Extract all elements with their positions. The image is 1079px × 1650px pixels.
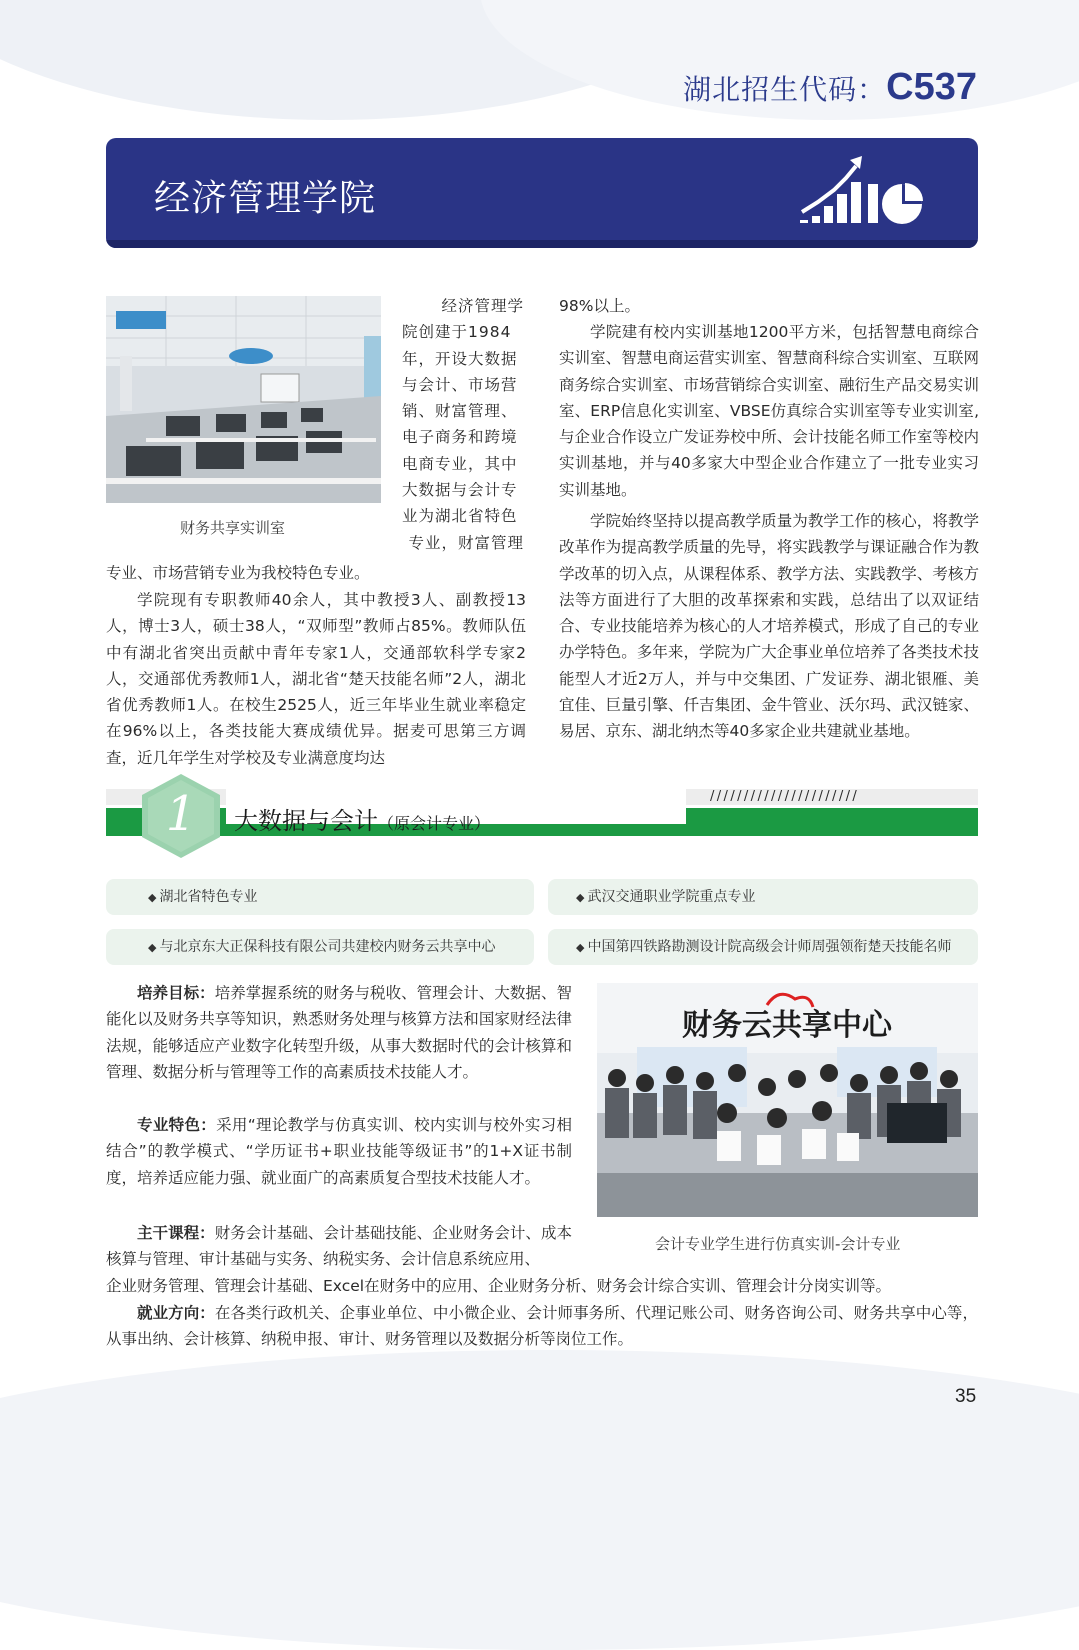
text-line: 电子商务和跨境 [402,428,518,447]
enrollment-code-value: C537 [886,66,977,108]
intro-narrow-text [402,293,524,556]
section-subtitle: （原会计专业） [378,814,491,833]
text-line: 院创建于1984 [402,323,512,342]
diamond-bullet-icon: ◆ [576,941,585,954]
feature-tag-text: 中国第四铁路勘测设计院高级会计师周强领衔楚天技能名师 [587,939,952,955]
training-goal [106,980,572,1085]
feature-tag-text: 湖北省特色专业 [159,889,258,905]
diamond-bullet-icon: ◆ [576,891,585,904]
intro-wide-line: 专业、市场营销专业为我校特色专业。 [106,564,370,582]
page-number: 35 [955,1386,977,1407]
intro-paragraph-facilities: 学院建有校内实训基地1200平方米，包括智慧电商综合实训室、智慧电商运营实训室、智慧商科综合实训室、互联网商务综合实训室、市场营销综合实训室、融衍生产品交易实训室、ERP信息化实训室、VBSE仿真综合实训室等专业实训室,与企业合作设立广发证券校中所、会计技能名师工作室等校内实训基地，并与40多家大中型企业合作建立了一批专业实习实训基地。 [559,323,979,499]
feature-tag-text: 武汉交通职业学院重点专业 [587,889,756,905]
employment-direction [106,1300,978,1353]
employment-direction-label: 就业方向： [137,1304,215,1322]
feature-tag [106,929,534,965]
section-title [234,801,490,836]
training-room-photo [106,296,381,503]
intro-paragraph-teaching: 学院始终坚持以提高教学质量为教学工作的核心，将教学改革作为提高教学质量的先导，将实践教学与课证融合作为教学改革的切入点，从课程体系、教学方法、实践教学、考核方法等方面进行了大胆的改革探索和实践，总结出了以双证结合、专业技能培养为核心的人才培养模式，形成了自己的专业办学特色。多年来，学院为广大企事业单位培养了各类技术技能型人才近2万人，并与中交集团、广发证券、湖北银雁、美宜佳、巨量引擎、仟吉集团、金牛管业、沃尔玛、武汉链家、易居、京东、湖北纳杰等40多家企业共建就业基地。 [559,512,979,741]
major-features-text: 采用“理论教学与仿真实训、校内实训与校外实习相结合”的教学模式、“学历证书+职业技能等级证书”的1+X证书制度，培养适应能力强、就业面广的高素质复合型技术技能人才。 [106,1116,572,1187]
feature-tag [106,879,534,915]
feature-tag [548,929,978,965]
students-photo-caption: 会计专业学生进行仿真实训-会计专业 [655,1235,901,1253]
training-goal-text: 培养掌握系统的财务与税收、管理会计、大数据、智能化以及财务共享等知识，熟悉财务处理与核算方法和国家财经法律法规，能够适应产业数字化转型升级，从事大数据时代的会计核算和管理、数据分析与管理等工作的高素质技术技能人才。 [106,984,572,1081]
text-line: 经济管理学 [441,297,524,315]
text-line: 销、财富管理、 [402,402,518,421]
students-group-photo [597,983,978,1217]
decorative-slashes: ////////////////////// [710,789,860,804]
page-title: 经济管理学院 [154,178,377,219]
chart-growth-icon [796,154,926,234]
feature-tag-text: 与北京东大正保科技有限公司共建校内财务云共享中心 [159,939,496,955]
enrollment-code-label: 湖北招生代码： [683,73,887,106]
text-line: 专业，财富管理 [408,533,524,552]
text-line: 业为湖北省特色 [402,507,518,526]
intro-paragraph-faculty: 学院现有专职教师40余人，其中教授3人、副教授13人，博士3人，硕士38人，“双师型”教师占85%。教师队伍中有湖北省突出贡献中青年专家1人，交通部软科学专家2人，交通部优秀教师1人，湖北省“楚天技能名师”2人，湖北省优秀教师1人。在校生2525人，近三年毕业生就业率稳定在96%以上，各类技能大赛成绩优异。据麦可思第三方调查，近几年学生对学校及专业满意度均达 [106,591,526,767]
main-courses-text: 财务会计基础、会计基础技能、企业财务会计、成本核算与管理、审计基础与实务、纳税实务、会计信息系统应用、 [106,1224,572,1269]
enrollment-code [683,66,977,109]
intro-right-continuation: 98%以上。 [559,297,640,315]
training-room-caption: 财务共享实训室 [180,519,286,537]
major-features [106,1112,572,1191]
main-courses-label: 主干课程： [137,1224,215,1242]
employment-direction-text: 在各类行政机关、企事业单位、中小微企业、会计师事务所、代理记账公司、财务咨询公司、财务共享中心等，从事出纳、会计核算、纳税申报、审计、财务管理以及数据分析等岗位工作。 [106,1304,978,1349]
college-header-bar [106,138,978,248]
main-courses-continued: 企业财务管理、管理会计基础、Excel在财务中的应用、企业财务分析、财务会计综合实训、管理会计分岗实训等。 [106,1277,892,1295]
section-number: 1 [165,786,197,842]
photo-sign-text: 财务云共享中心 [682,1008,892,1043]
text-line: 年，开设大数据 [402,349,518,368]
feature-tag [548,879,978,915]
text-line: 大数据与会计专 [402,481,518,500]
diamond-bullet-icon: ◆ [148,941,157,954]
text-line: 电商专业，其中 [402,454,518,473]
major-features-label: 专业特色： [137,1116,217,1134]
diamond-bullet-icon: ◆ [148,891,157,904]
main-courses [106,1220,572,1273]
training-goal-label: 培养目标： [137,984,215,1002]
background-curve [0,1350,1079,1650]
text-line: 与会计、市场营 [402,375,518,394]
section-title-main: 大数据与会计 [234,807,378,835]
